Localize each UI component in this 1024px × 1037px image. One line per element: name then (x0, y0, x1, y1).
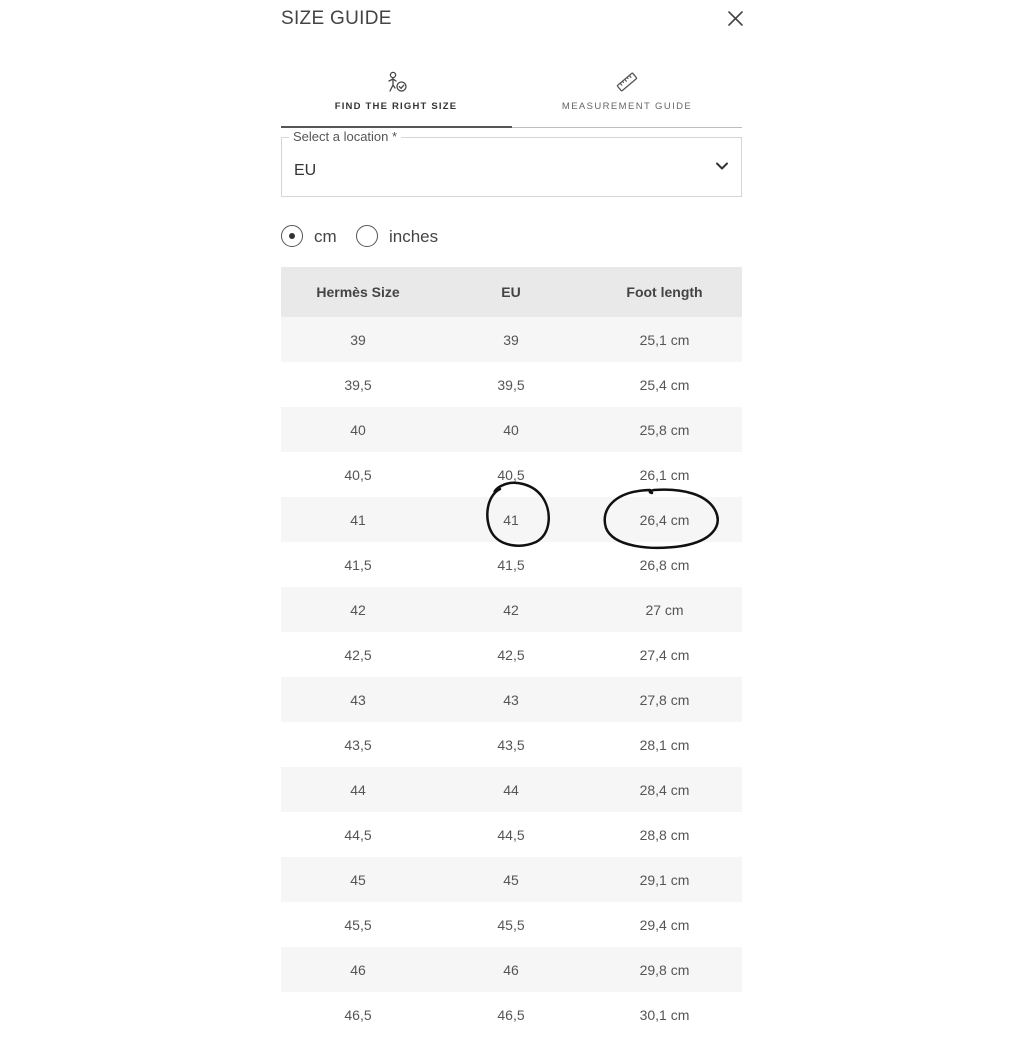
cell-foot-length: 29,4 cm (639, 916, 690, 933)
close-button[interactable] (722, 6, 748, 32)
size-guide-dialog (281, 0, 742, 1024)
location-select[interactable] (281, 129, 742, 197)
unit-label-cm: cm (314, 227, 337, 246)
close-icon (722, 6, 748, 32)
cell-hermes-size: 46,5 (344, 1006, 372, 1023)
cell-foot-length: 25,8 cm (639, 421, 690, 438)
tab-label: FIND THE RIGHT SIZE (334, 101, 458, 112)
table-row (281, 587, 742, 632)
table-row (281, 767, 742, 812)
active-tab-indicator (281, 126, 512, 128)
cell-foot-length: 28,8 cm (639, 826, 690, 843)
cell-hermes-size: 42,5 (344, 646, 372, 663)
radio-button-selected[interactable] (281, 225, 303, 247)
cell-eu-size: 43 (503, 691, 519, 708)
cell-eu-size: 42,5 (497, 646, 525, 663)
table-row (281, 902, 742, 947)
cell-foot-length: 26,4 cm (639, 511, 690, 528)
table-row (281, 632, 742, 677)
table-row (281, 947, 742, 992)
cell-eu-size: 45 (503, 871, 519, 888)
location-select-value: EU (294, 162, 317, 179)
cell-foot-length: 27 cm (645, 601, 684, 618)
cell-hermes-size: 40 (350, 421, 366, 438)
cell-foot-length: 27,8 cm (639, 691, 690, 708)
table-row (281, 362, 742, 407)
cell-hermes-size: 45 (350, 871, 366, 888)
table-row (281, 857, 742, 902)
column-header-eu: EU (501, 284, 521, 300)
cell-eu-size: 40,5 (497, 466, 525, 483)
cell-foot-length: 28,4 cm (639, 781, 690, 798)
cell-eu-size: 45,5 (497, 916, 525, 933)
table-row (281, 677, 742, 722)
size-table (281, 267, 742, 1037)
cell-hermes-size: 44,5 (344, 826, 372, 843)
ruler-icon (615, 70, 639, 94)
cell-foot-length: 25,1 cm (639, 331, 690, 348)
cell-hermes-size: 42 (350, 601, 366, 618)
cell-eu-size: 40 (503, 421, 519, 438)
cell-eu-size: 46,5 (497, 1006, 525, 1023)
unit-radio-inches[interactable] (356, 224, 446, 250)
cell-foot-length: 27,4 cm (639, 646, 690, 663)
cell-eu-size: 44,5 (497, 826, 525, 843)
cell-eu-size: 39 (503, 331, 519, 348)
chevron-down-icon (714, 158, 730, 174)
location-select-label: Select a location * (289, 129, 401, 144)
person-check-icon (384, 70, 408, 94)
cell-hermes-size: 41,5 (344, 556, 372, 573)
cell-eu-size: 43,5 (497, 736, 525, 753)
cell-eu-size: 42 (503, 601, 519, 618)
cell-foot-length: 30,1 cm (639, 1006, 690, 1023)
tab-find-the-right-size[interactable] (281, 70, 511, 126)
table-row (281, 497, 742, 542)
cell-foot-length: 26,8 cm (639, 556, 690, 573)
table-row (281, 452, 742, 497)
cell-hermes-size: 39,5 (344, 376, 372, 393)
cell-hermes-size: 43 (350, 691, 366, 708)
table-header (281, 267, 742, 317)
table-row (281, 407, 742, 452)
cell-eu-size: 41,5 (497, 556, 525, 573)
cell-hermes-size: 39 (350, 331, 366, 348)
size-guide-tabs (281, 70, 742, 128)
cell-hermes-size: 40,5 (344, 466, 372, 483)
unit-radio-cm[interactable] (281, 224, 341, 250)
cell-eu-size: 44 (503, 781, 519, 798)
table-row (281, 812, 742, 857)
cell-foot-length: 29,1 cm (639, 871, 690, 888)
cell-foot-length: 25,4 cm (639, 376, 690, 393)
cell-hermes-size: 44 (350, 781, 366, 798)
cell-hermes-size: 45,5 (344, 916, 372, 933)
cell-eu-size: 46 (503, 961, 519, 978)
cell-foot-length: 28,1 cm (639, 736, 690, 753)
cell-hermes-size: 41 (350, 511, 366, 528)
column-header-foot-length: Foot length (626, 284, 703, 300)
table-row (281, 542, 742, 587)
radio-button[interactable] (356, 225, 378, 247)
tab-label: MEASUREMENT GUIDE (561, 101, 693, 112)
column-header-hermes-size: Hermès Size (316, 284, 400, 300)
cell-foot-length: 29,8 cm (639, 961, 690, 978)
table-row (281, 992, 742, 1037)
cell-eu-size: 39,5 (497, 376, 525, 393)
table-row (281, 722, 742, 767)
unit-radio-group (281, 224, 581, 250)
unit-label-inches: inches (389, 227, 439, 246)
cell-eu-size: 41 (503, 511, 519, 528)
tab-measurement-guide[interactable] (512, 70, 742, 126)
table-row (281, 317, 742, 362)
cell-foot-length: 26,1 cm (639, 466, 690, 483)
dialog-title: SIZE GUIDE (281, 8, 392, 29)
cell-hermes-size: 43,5 (344, 736, 372, 753)
table-body (281, 317, 742, 1037)
cell-hermes-size: 46 (350, 961, 366, 978)
